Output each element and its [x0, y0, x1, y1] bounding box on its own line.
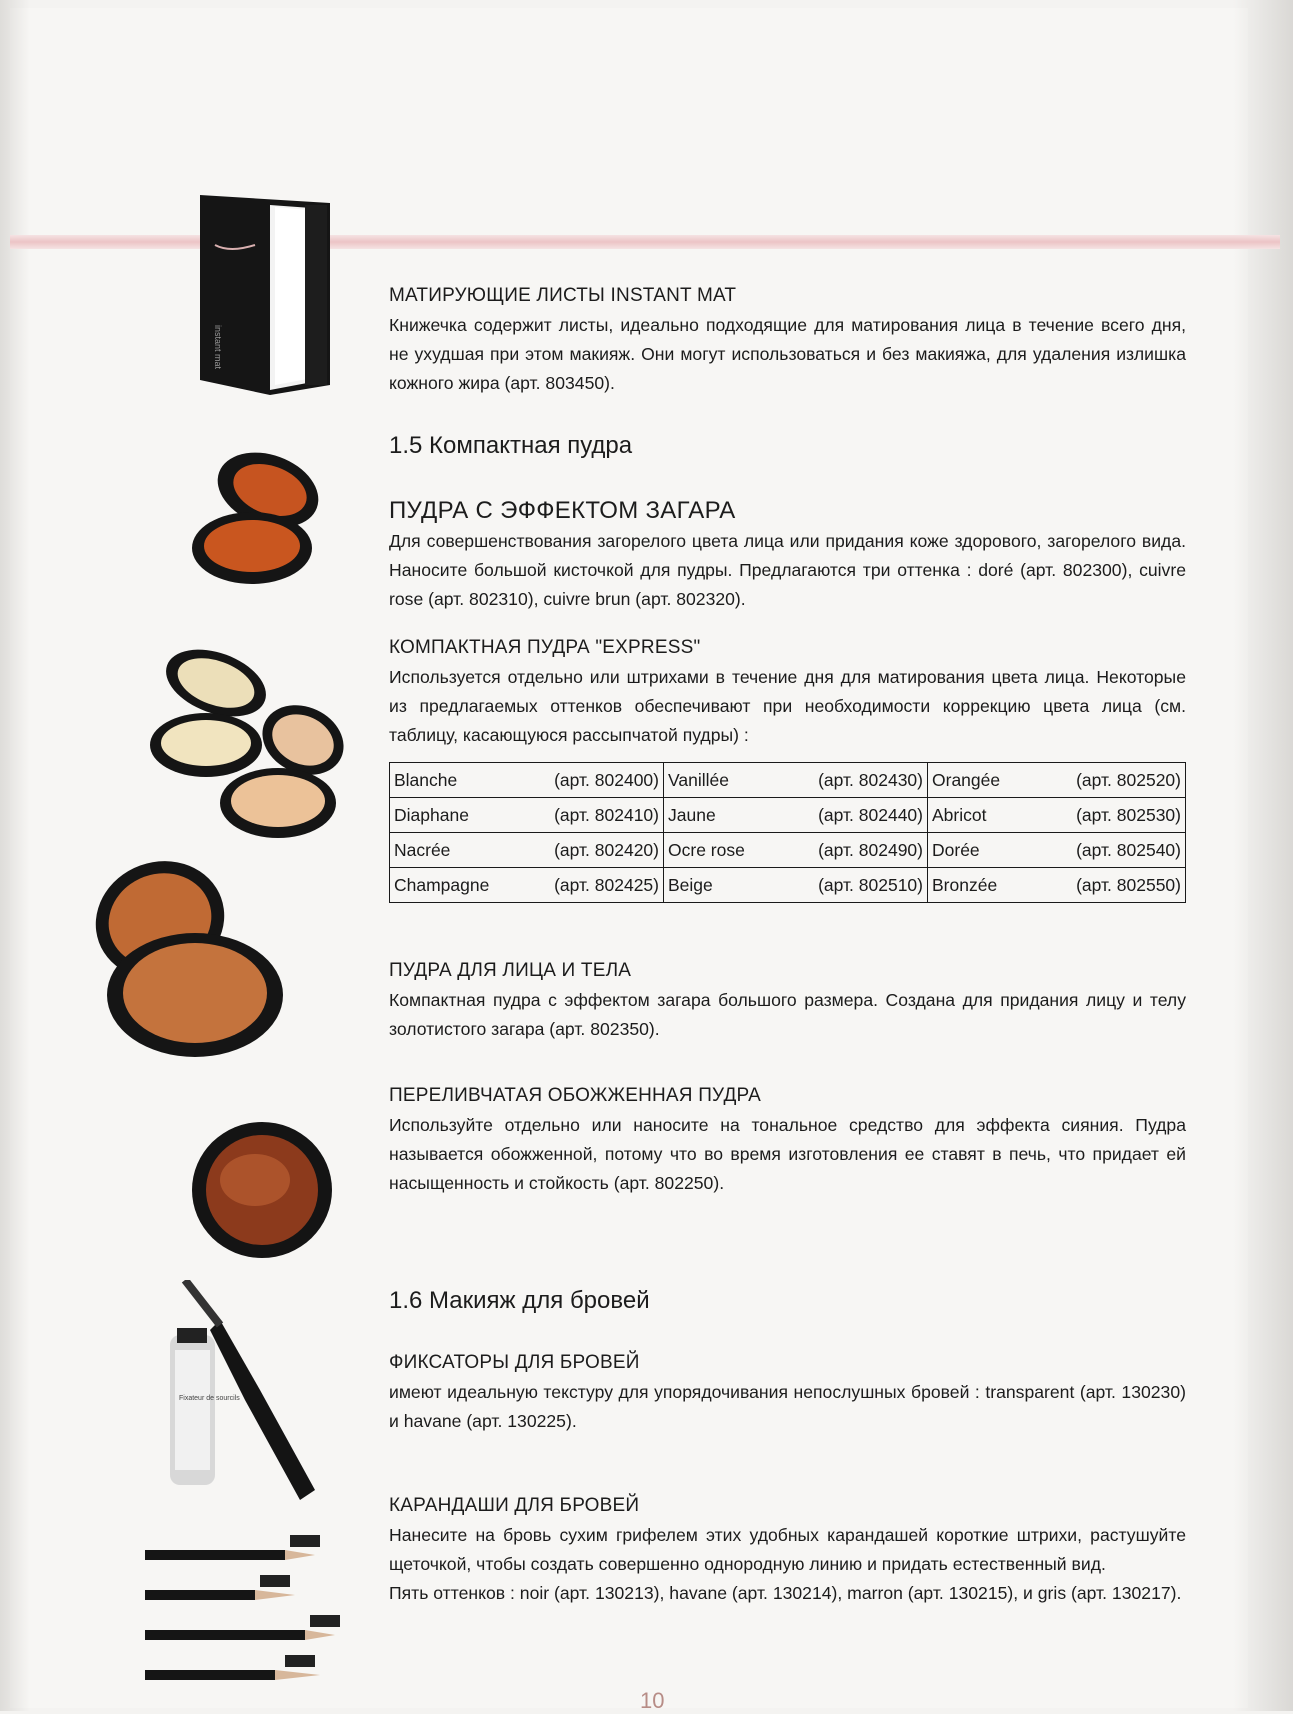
- face-body-heading: ПУДРА ДЛЯ ЛИЦА И ТЕЛА: [389, 960, 632, 981]
- pencils-section: [389, 1495, 1186, 1608]
- fixers-text: имеют идеальную текстуру для упорядочивания непослушных бровей : transparent (арт. 130230) и havane (арт. 130225).: [389, 1382, 1186, 1431]
- compact-powder-title: 1.5 Компактная пудра: [389, 432, 633, 459]
- brow-fixer-label: Fixateur de sourcils: [179, 1395, 240, 1402]
- brows-title: 1.6 Макияж для бровей: [389, 1287, 650, 1314]
- fixers-heading: ФИКСАТОРЫ ДЛЯ БРОВЕЙ: [389, 1352, 640, 1373]
- table-cell: Champagne (арт. 802425): [390, 868, 664, 903]
- baked-section: [389, 1085, 1186, 1198]
- pencils-text-2: Пять оттенков : noir (арт. 130213), havane (арт. 130214), marron (арт. 130215), и gris (арт. 130217).: [389, 1583, 1182, 1603]
- table-row: [390, 868, 1186, 903]
- baked-powder-image: [190, 1120, 335, 1260]
- instant-mat-pack-image: [195, 195, 335, 405]
- instant-mat-text: Книжечка содержит листы, идеально подходящие для матирования лица в течение всего дня, не ухудшая при этом макияж. Они могут использоваться и без макияжа, для удаления излишка кожного жира (арт. 803450).: [389, 315, 1186, 393]
- page-number: 10: [640, 1688, 665, 1713]
- table-cell: Dorée (арт. 802540): [928, 833, 1186, 868]
- brow-fixer-image: [165, 1280, 330, 1510]
- shade-table-wrap: [389, 762, 1186, 903]
- table-cell: Abricot (арт. 802530): [928, 798, 1186, 833]
- instant-mat-section: [389, 285, 1186, 398]
- brow-pencils-image: [145, 1530, 360, 1695]
- express-text: Используется отдельно или штрихами в течение дня для матирования цвета лица. Некоторые из предлагаемых оттенков обеспечивают при необходимости коррекцию цвета лица (см. таблицу, касающуюся рассыпчатой пудры) :: [389, 667, 1186, 745]
- shade-table: [389, 762, 1186, 903]
- brows-section-title: [389, 1287, 1186, 1315]
- tan-compact-image: [190, 448, 325, 588]
- face-body-text: Компактная пудра с эффектом загара большого размера. Создана для придания лицу и телу золотистого загара (арт. 802350).: [389, 990, 1186, 1039]
- baked-text: Используйте отдельно или наносите на тональное средство для эффекта сияния. Пудра называется обожженной, потому что во время изготовления ее ставят в печь, что придает ей насыщенность и стойкость (арт. 802250).: [389, 1115, 1186, 1193]
- compact-powder-section-title: [389, 432, 1186, 460]
- table-cell: Diaphane (арт. 802410): [390, 798, 664, 833]
- tan-powder-heading: ПУДРА С ЭФФЕКТОМ ЗАГАРА: [389, 497, 736, 524]
- page-gutter-shadow: [1233, 0, 1293, 1711]
- page-left-shadow: [0, 0, 30, 1711]
- express-section: [389, 637, 1186, 750]
- express-heading: КОМПАКТНАЯ ПУДРА "EXPRESS": [389, 637, 701, 658]
- face-body-section: [389, 960, 1186, 1044]
- table-cell: Vanillée (арт. 802430): [664, 763, 928, 798]
- express-compacts-image: [148, 645, 353, 840]
- table-row: [390, 833, 1186, 868]
- table-cell: Bronzée (арт. 802550): [928, 868, 1186, 903]
- table-row: [390, 798, 1186, 833]
- table-cell: Beige (арт. 802510): [664, 868, 928, 903]
- table-cell: Nacrée (арт. 802420): [390, 833, 664, 868]
- instant-mat-pack-label: instant mat: [213, 325, 223, 370]
- table-cell: Jaune (арт. 802440): [664, 798, 928, 833]
- pencils-text: Нанесите на бровь сухим грифелем этих удобных карандашей короткие штрихи, растушуйте щеточкой, чтобы создать совершенно однородную линию и придать естественный вид.: [389, 1525, 1186, 1574]
- tan-powder-text: Для совершенствования загорелого цвета лица или придания коже здорового, загорелого вида. Наносите большой кисточкой для пудры. Предлагаются три оттенка : doré (арт. 802300), cuivre rose (арт. 802310), cuivre brun (арт. 802320).: [389, 531, 1186, 609]
- pencils-heading: КАРАНДАШИ ДЛЯ БРОВЕЙ: [389, 1495, 640, 1516]
- table-cell: Orangée (арт. 802520): [928, 763, 1186, 798]
- instant-mat-heading: МАТИРУЮЩИЕ ЛИСТЫ INSTANT MAT: [389, 285, 737, 306]
- face-body-compact-image: [80, 855, 290, 1060]
- table-cell: Ocre rose (арт. 802490): [664, 833, 928, 868]
- baked-heading: ПЕРЕЛИВЧАТАЯ ОБОЖЖЕННАЯ ПУДРА: [389, 1085, 762, 1106]
- fixers-section: [389, 1352, 1186, 1436]
- tan-powder-section: [389, 497, 1186, 614]
- table-cell: Blanche (арт. 802400): [390, 763, 664, 798]
- table-row: [390, 763, 1186, 798]
